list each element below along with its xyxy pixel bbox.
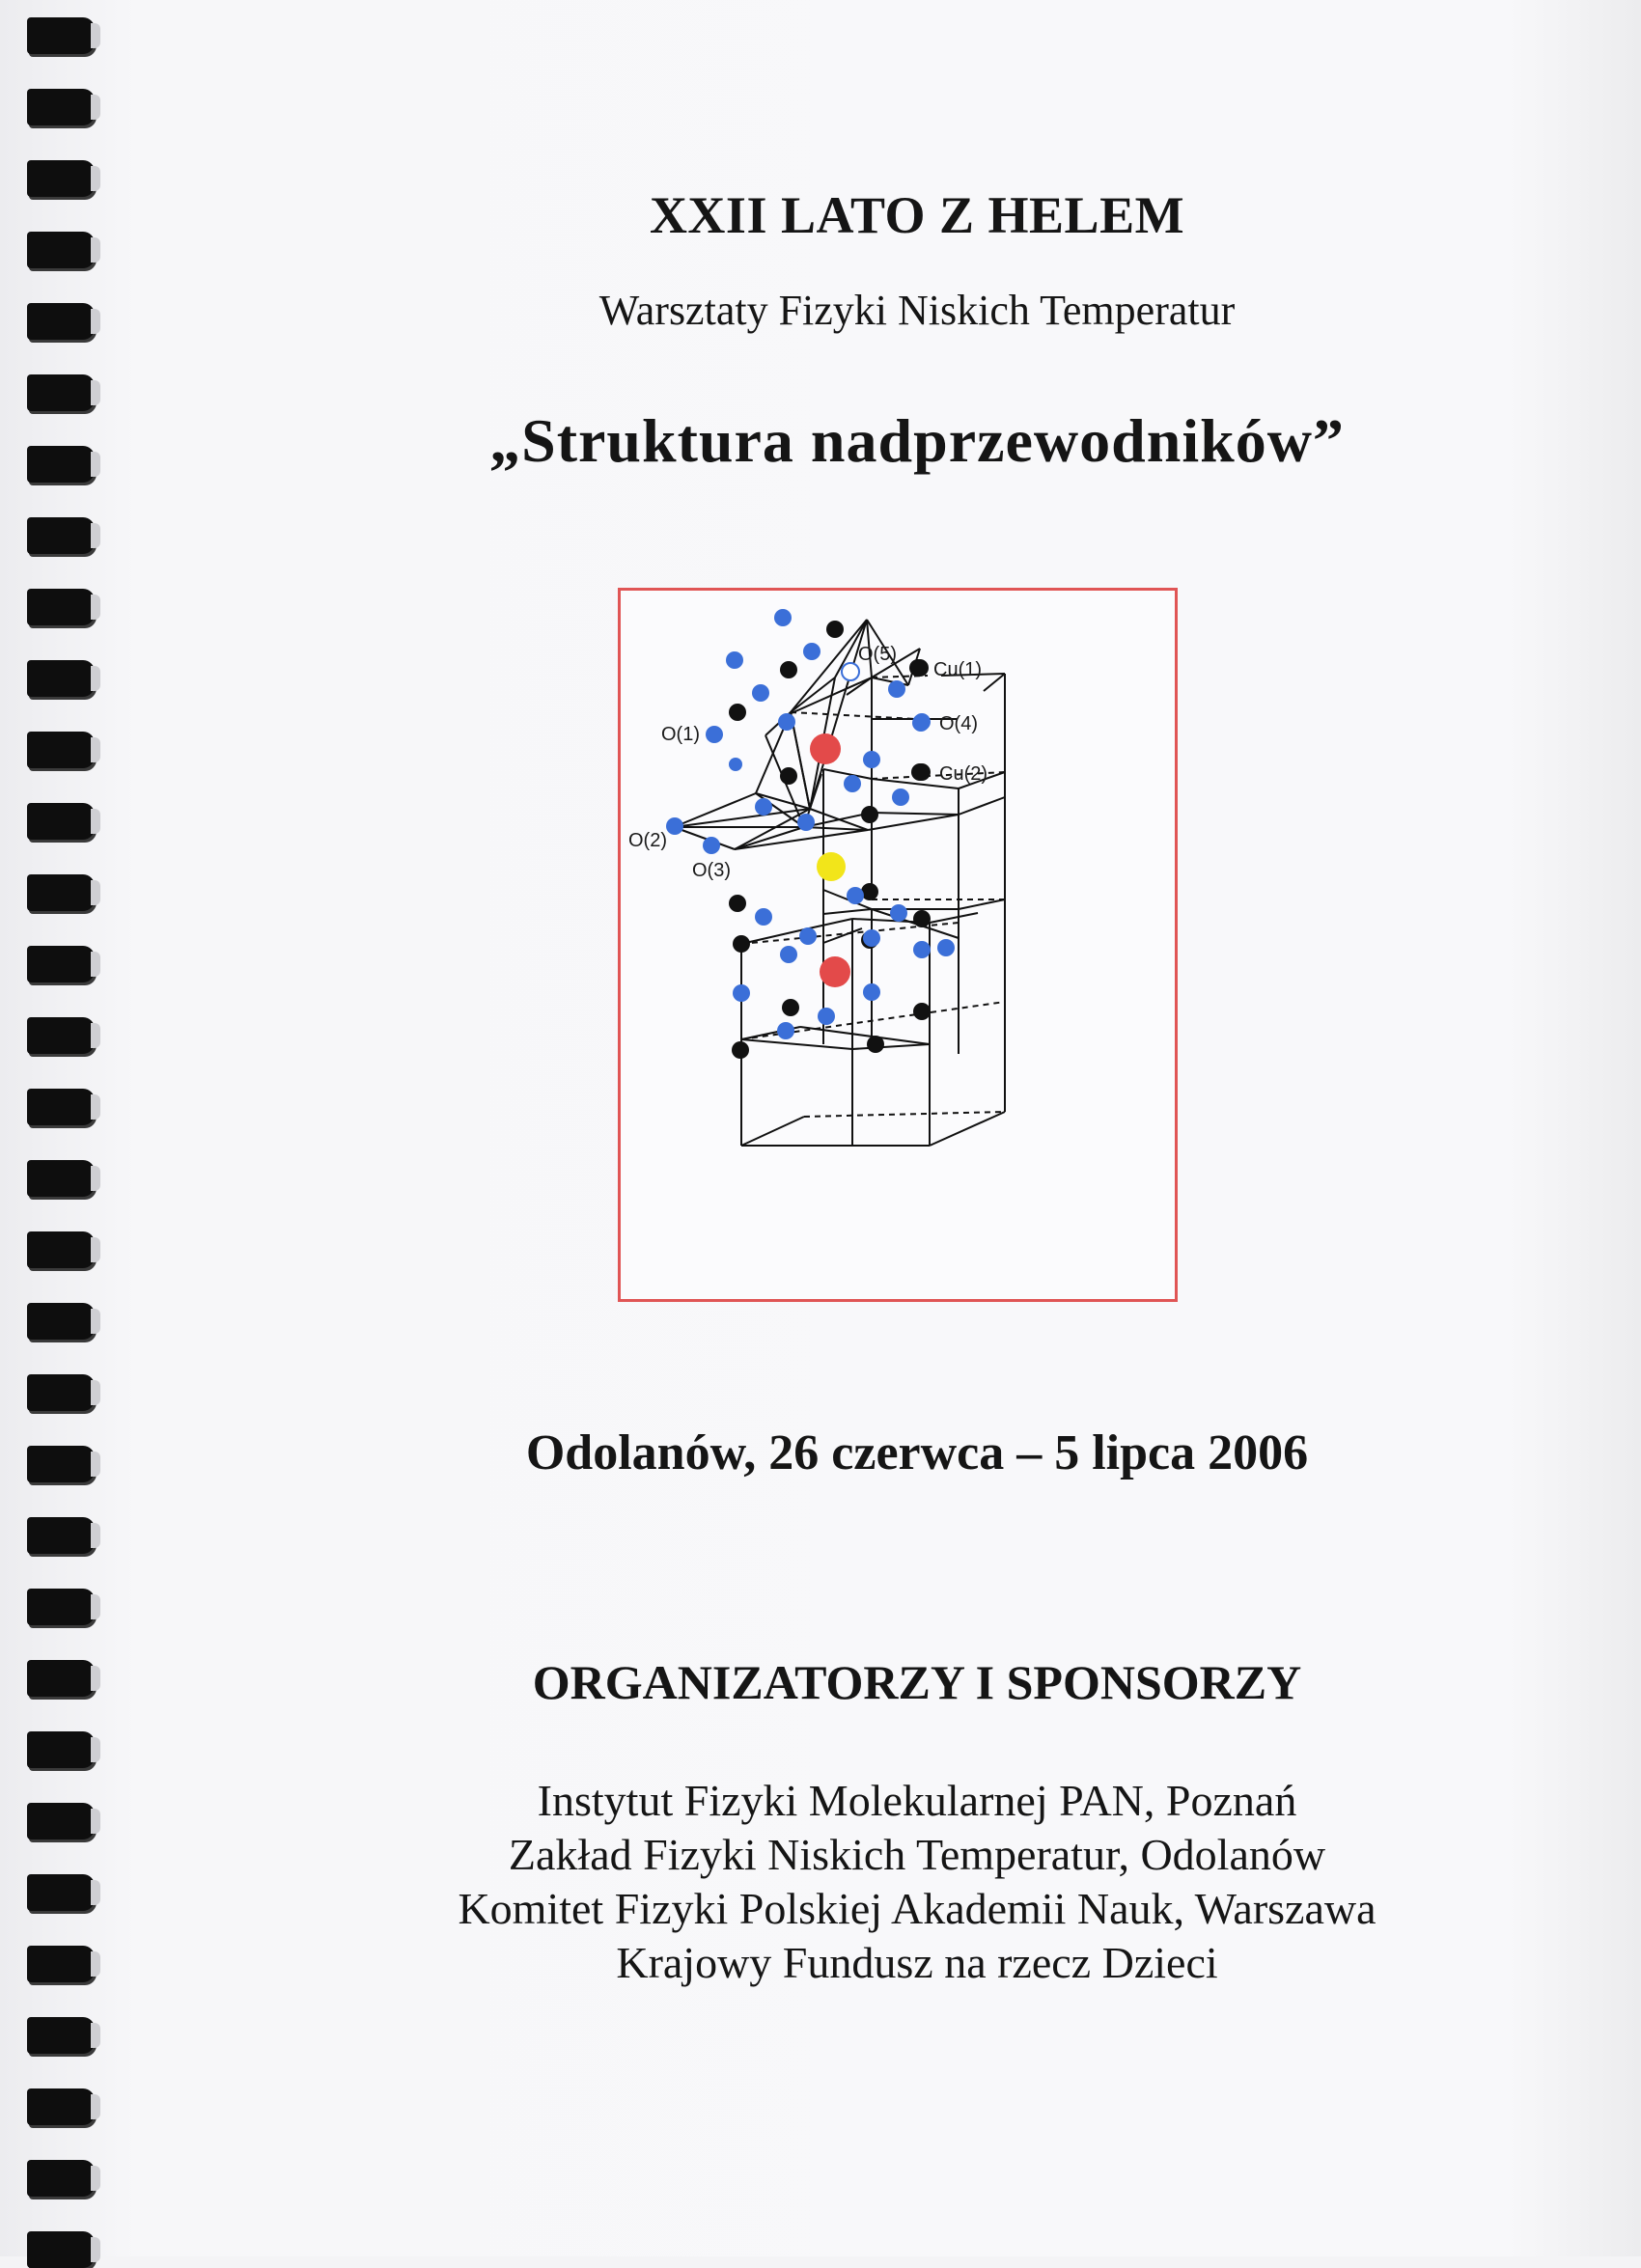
edge-copper-atom: [913, 910, 931, 927]
binding-ring: [27, 232, 95, 268]
red-atom: [810, 733, 841, 764]
binding-ring: [27, 589, 95, 625]
crystal-structure-figure: [618, 588, 1178, 1302]
binding-ring: [27, 1589, 95, 1625]
binding-ring: [27, 732, 95, 768]
organizer-item: Komitet Fizyki Polskiej Akademii Nauk, Warszawa: [458, 1884, 1377, 1933]
binding-ring: [27, 946, 95, 982]
label-o3: O(3): [692, 860, 731, 881]
crystal-structure-diagram: [621, 591, 1175, 1299]
label-cu2: Cu(2): [939, 763, 988, 785]
label-o1: O(1): [661, 724, 700, 745]
binding-ring: [27, 660, 95, 697]
binding-ring: [27, 1517, 95, 1554]
binding-ring: [27, 2088, 95, 2125]
binding-ring: [27, 1160, 95, 1197]
binding-ring: [27, 374, 95, 411]
red-atom: [820, 956, 850, 987]
workshop-topic: „Struktura nadprzewodników”: [489, 406, 1345, 475]
edge-oxygen-atom: [913, 941, 931, 958]
o4-atom: [913, 713, 931, 731]
binding-ring: [27, 1660, 95, 1697]
binding-ring: [27, 1946, 95, 1982]
bond-lines: [674, 620, 1005, 1146]
binding-ring: [27, 1231, 95, 1268]
binding-ring: [27, 446, 95, 483]
label-o2: O(2): [628, 830, 667, 851]
cu2-atom: [913, 763, 931, 781]
binding-ring: [27, 17, 95, 54]
binding-ring: [27, 1803, 95, 1839]
organizer-item: Krajowy Fundusz na rzecz Dzieci: [616, 1938, 1218, 1987]
organizer-item: Instytut Fizyki Molekularnej PAN, Poznań: [537, 1776, 1297, 1825]
organizers-heading: ORGANIZATORZY I SPONSORZY: [532, 1655, 1302, 1709]
binding-ring: [27, 1303, 95, 1340]
binding-ring: [27, 89, 95, 125]
binding-ring: [27, 2017, 95, 2054]
binding-ring: [27, 874, 95, 911]
oxygen-vacancy-atom: [842, 663, 859, 680]
binding-ring: [27, 160, 95, 197]
binding-ring: [27, 1446, 95, 1482]
binding-ring: [27, 1089, 95, 1125]
binding-ring: [27, 1874, 95, 1911]
binding-ring: [27, 1731, 95, 1768]
binding-ring: [27, 2160, 95, 2197]
organizer-item: Zakład Fizyki Niskich Temperatur, Odolanów: [508, 1830, 1326, 1879]
event-title: XXII LATO Z HELEM: [649, 186, 1185, 244]
spiral-binding: [0, 0, 106, 2256]
workshop-subtitle: Warsztaty Fizyki Niskich Temperatur: [598, 287, 1236, 334]
event-dates: Odolanów, 26 czerwca – 5 lipca 2006: [525, 1425, 1309, 1480]
binding-ring: [27, 2231, 95, 2268]
binding-ring: [27, 303, 95, 340]
organizers-list: [309, 1774, 1525, 1990]
binding-ring: [27, 517, 95, 554]
cu1-atom: [911, 659, 929, 677]
label-o5: O(5): [858, 644, 897, 665]
yellow-atom: [817, 852, 846, 881]
binding-ring: [27, 1017, 95, 1054]
label-o4: O(4): [939, 713, 978, 734]
binding-ring: [27, 803, 95, 840]
binding-ring: [27, 1374, 95, 1411]
label-cu1: Cu(1): [933, 659, 983, 680]
